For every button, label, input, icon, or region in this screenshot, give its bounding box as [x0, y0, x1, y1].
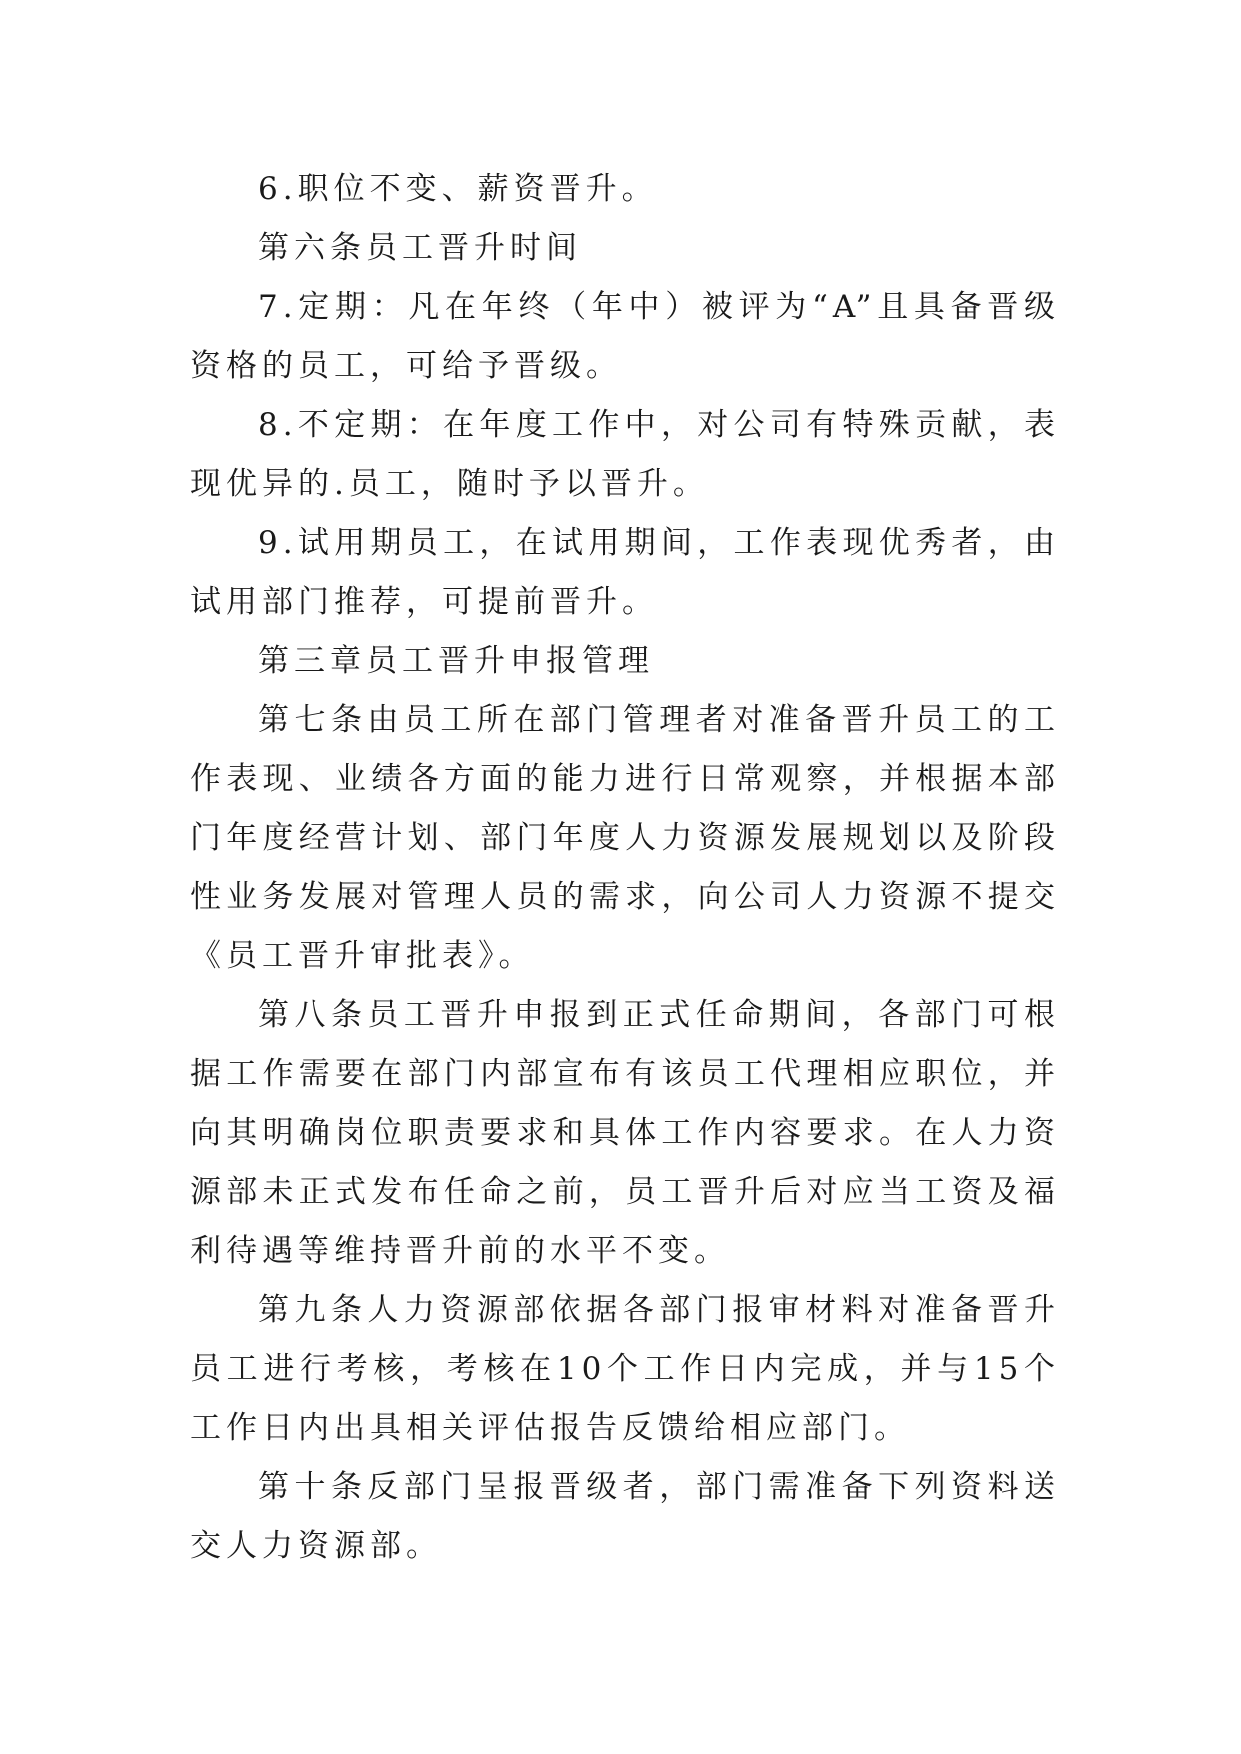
article-8-paragraph: 第八条员工晋升申报到正式任命期间，各部门可根据工作需要在部门内部宣布有该员工代理相应职位，并向其明确岗位职责要求和具体工作内容要求。在人力资源部未正式发布任命之前，员工晋升后对应当工资及福利待遇等维持晋升前的水平不变。 — [190, 997, 1060, 1269]
article-10-paragraph: 第十条反部门呈报晋级者，部门需准备下列资料送交人力资源部。 — [190, 1469, 1060, 1564]
paragraph-item-9: 9.试用期员工，在试用期间，工作表现优秀者，由试用部门推荐，可提前晋升。 — [190, 525, 1060, 620]
paragraph-item-7: 7.定期：凡在年终（年中）被评为“A”且具备晋级资格的员工，可给予晋级。 — [190, 289, 1060, 384]
article-6-heading: 第六条员工晋升时间 — [258, 230, 582, 266]
paragraph-item-8: 8.不定期：在年度工作中，对公司有特殊贡献，表现优异的.员工，随时予以晋升。 — [190, 407, 1060, 502]
chapter-3-heading: 第三章员工晋升申报管理 — [258, 643, 654, 679]
article-7-paragraph: 第七条由员工所在部门管理者对准备晋升员工的工作表现、业绩各方面的能力进行日常观察，并根据本部门年度经营计划、部门年度人力资源发展规划以及阶段性业务发展对管理人员的需求，向公司人力资源不提交《员工晋升审批表》。 — [190, 702, 1060, 974]
paragraph-item-6: 6.职位不变、薪资晋升。 — [258, 171, 658, 207]
document-body — [190, 160, 1060, 1576]
article-9-paragraph: 第九条人力资源部依据各部门报审材料对准备晋升员工进行考核，考核在10个工作日内完成，并与15个工作日内出具相关评估报告反馈给相应部门。 — [190, 1292, 1060, 1446]
